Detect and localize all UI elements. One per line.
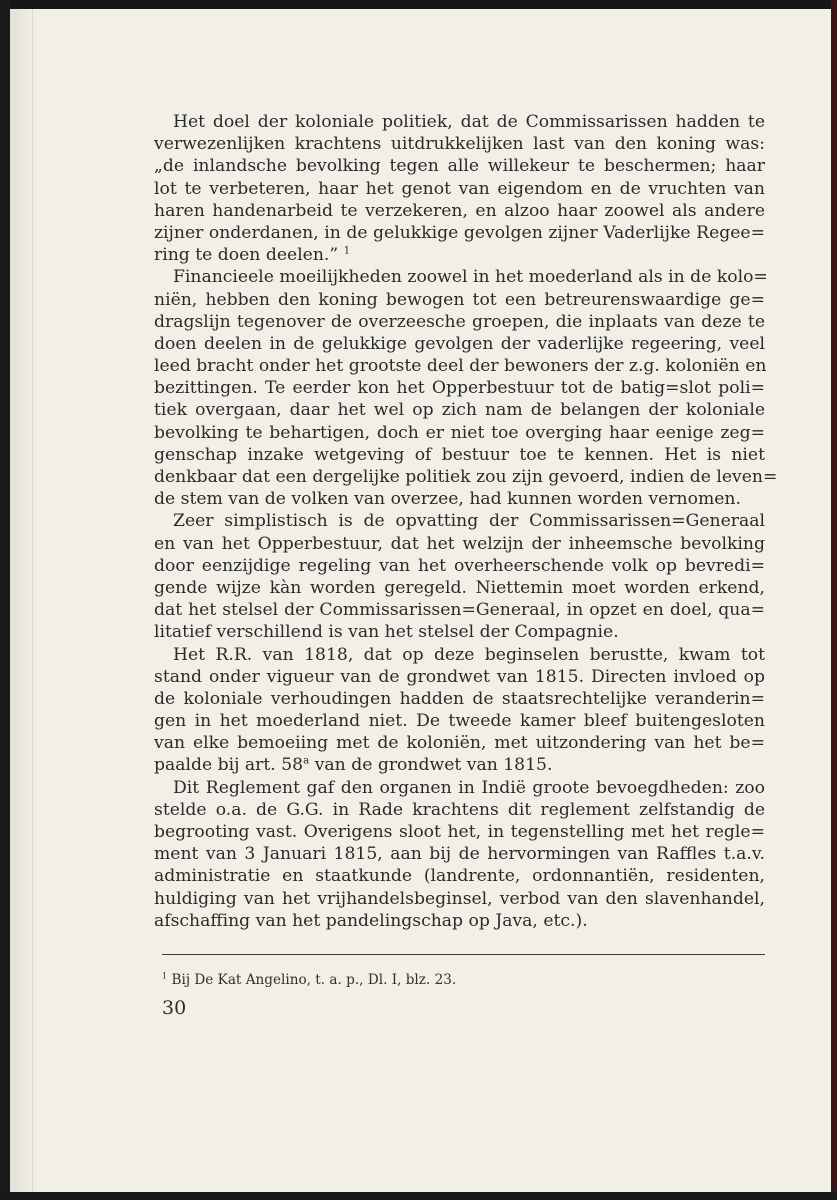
text-line: en van het Opperbestuur, dat het welzijn der inheemsche bevolking	[154, 533, 765, 554]
text-line: lot te verbeteren, haar het genot van eigendom en de vruchten van	[154, 178, 765, 199]
text-line: huldiging van het vrijhandelsbeginsel, verbod van den slavenhandel,	[154, 888, 765, 909]
footnote-reference: 1	[343, 244, 351, 257]
text-line: gen in het moederland niet. De tweede kamer bleef buitengesloten	[154, 711, 765, 732]
page-binding-shadow	[10, 9, 44, 1192]
text-line: dat het stelsel der Commissarissen=Generaal, in opzet en doel, qua=	[154, 600, 765, 621]
text-line: van elke bemoeiing met de koloniën, met uitzondering van het be=	[154, 733, 765, 754]
text-line: leed bracht onder het grootste deel der bewoners der z.g. koloniën en	[154, 356, 767, 377]
text-line-content: ring te doen deelen.”	[154, 245, 339, 266]
text-line: litatief verschillend is van het stelsel der Compagnie.	[154, 622, 619, 643]
text-line: genschap inzake wetgeving of bestuur toe te kennen. Het is niet	[154, 444, 765, 465]
text-line: Het R.R. van 1818, dat op deze beginselen berustte, kwam tot	[173, 644, 765, 665]
text-line: Het doel der koloniale politiek, dat de Commissarissen hadden te	[173, 112, 765, 132]
text-line	[154, 244, 765, 266]
text-line: de stem van de volken van overzee, had kunnen worden vernomen.	[154, 489, 741, 510]
text-line: dragslijn tegenover de overzeesche groepen, die inplaats van deze te	[154, 311, 765, 332]
scan-frame-left	[0, 0, 10, 1200]
text-line: de koloniale verhoudingen hadden de staatsrechtelijke veranderin=	[154, 688, 765, 709]
text-line: „de inlandsche bevolking tegen alle willekeur te beschermen; haar	[154, 156, 765, 177]
text-line: door eenzijdige regeling van het overheerschende volk op bevredi=	[154, 555, 765, 576]
text-line: Dit Reglement gaf den organen in Indië groote bevoegdheden: zoo	[173, 777, 765, 798]
text-line: gende wijze kàn worden geregeld. Niettemin moet worden erkend,	[154, 577, 765, 598]
article-superscript: a	[303, 754, 310, 767]
footnote-text: Bij De Kat Angelino, t. a. p., Dl. I, blz. 23.	[171, 972, 457, 988]
footnote	[162, 972, 456, 988]
text-line-content: paalde bij art. 58	[154, 755, 304, 776]
footnote-divider	[162, 954, 765, 955]
footnote-marker: 1	[162, 970, 168, 981]
text-line: verwezenlijken krachtens uitdrukkelijken last van den koning was:	[154, 134, 765, 155]
text-line: doen deelen in de gelukkige gevolgen der vaderlijke regeering, veel	[154, 333, 765, 354]
text-line	[154, 754, 765, 776]
scan-frame-bottom	[0, 1192, 837, 1200]
text-line: bezittingen. Te eerder kon het Opperbestuur tot de batig=slot poli=	[154, 378, 765, 399]
body-text	[154, 111, 778, 932]
page-number: 30	[162, 997, 187, 1019]
text-line: Financieele moeilijkheden zoowel in het moederland als in de kolo=	[173, 267, 768, 288]
page-binding-line	[32, 9, 33, 1192]
scan-frame-top	[0, 0, 837, 9]
text-line: tiek overgaan, daar het wel op zich nam de belangen der koloniale	[154, 400, 765, 421]
text-line: haren handenarbeid te verzekeren, en alzoo haar zoowel als andere	[154, 200, 765, 221]
text-line: stelde o.a. de G.G. in Rade krachtens dit reglement zelfstandig de	[154, 799, 765, 820]
text-line: Zeer simplistisch is de opvatting der Commissarissen=Generaal	[173, 511, 765, 532]
scan-frame-right	[831, 0, 837, 1200]
text-line-content: van de grondwet van 1815.	[309, 755, 553, 776]
text-line: begrooting vast. Overigens sloot het, in tegenstelling met het regle=	[154, 822, 765, 842]
text-line: administratie en staatkunde (landrente, ordonnantiën, residenten,	[154, 866, 765, 887]
text-line: afschaffing van het pandelingschap op Java, etc.).	[154, 910, 588, 931]
text-line: zijner onderdanen, in de gelukkige gevolgen zijner Vaderlijke Regee=	[154, 222, 765, 243]
text-line: denkbaar dat een dergelijke politiek zou zijn gevoerd, indien de leven=	[154, 467, 778, 487]
text-line: bevolking te behartigen, doch er niet toe overging haar eenige zeg=	[154, 422, 765, 443]
text-line: niën, hebben den koning bewogen tot een betreurenswaardige ge=	[154, 289, 765, 310]
text-line: stand onder vigueur van de grondwet van 1815. Directen invloed op	[154, 666, 765, 687]
text-line: ment van 3 Januari 1815, aan bij de hervormingen van Raffles t.a.v.	[154, 844, 765, 865]
